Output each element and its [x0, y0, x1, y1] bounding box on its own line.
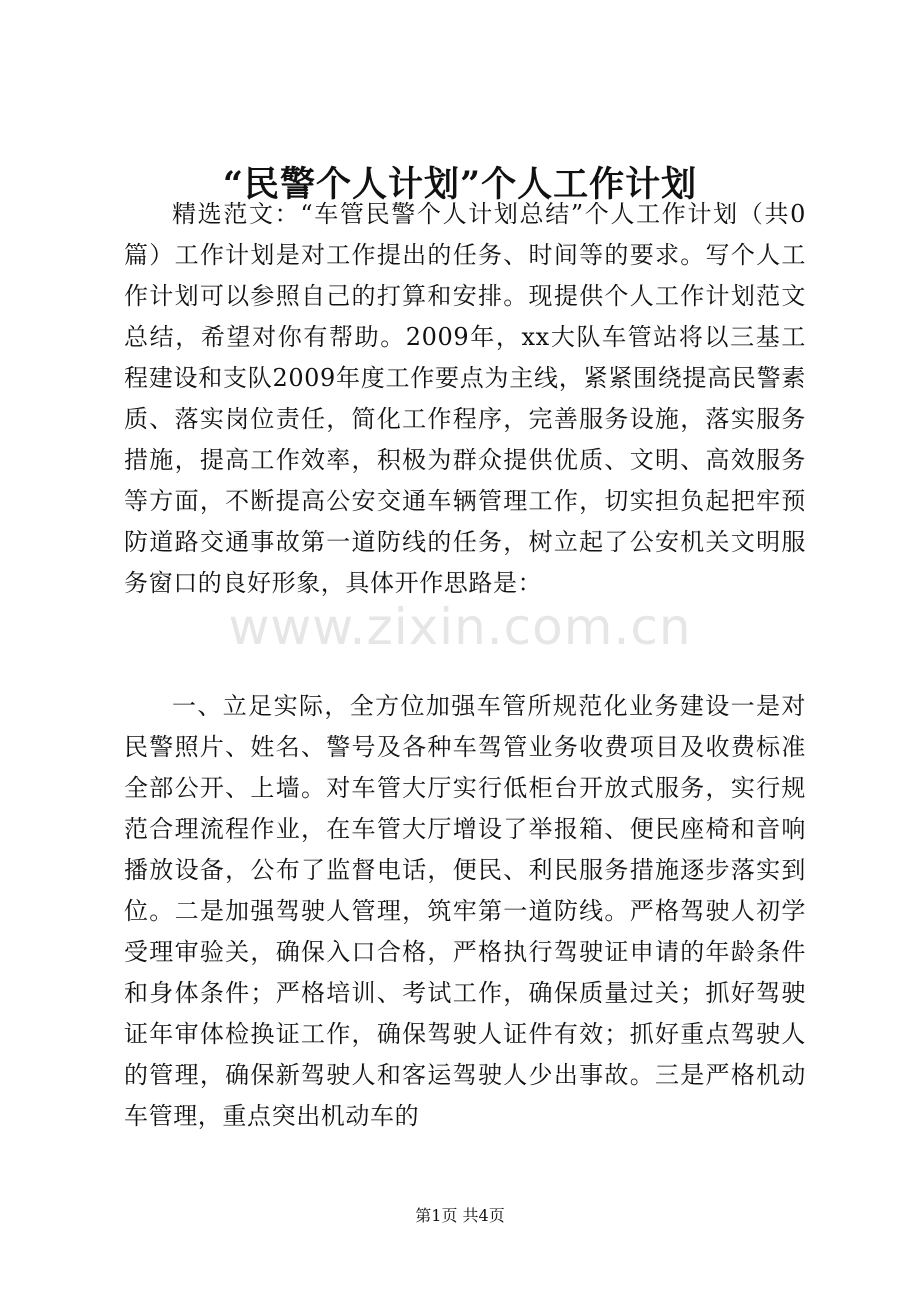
watermark: www.zixin.com.cn	[228, 598, 692, 656]
paragraph-intro: 精选范文：“车管民警个人计划总结”个人工作计划（共0篇）工作计划是对工作提出的任务、时间等的要求。写个人工作计划可以参照自己的打算和安排。现提供个人工作计划范文总结，希望对你有帮助。2009年，xx大队车管站将以三基工程建设和支队2009年度工作要点为主线，紧紧围绕提高民警素质、落实岗位责任，简化工作程序，完善服务设施，落实服务措施，提高工作效率，积极为群众提供优质、文明、高效服务等方面，不断提高公安交通车辆管理工作，切实担负起把牢预防道路交通事故第一道防线的任务，树立起了公安机关文明服务窗口的良好形象，具体开作思路是：	[124, 200, 806, 597]
document-title: “民警个人计划”个人工作计划	[222, 164, 698, 205]
paragraph-section-one: 一、立足实际，全方位加强车管所规范化业务建设一是对民警照片、姓名、警号及各种车驾管业务收费项目及收费标准全部公开、上墙。对车管大厅实行低柜台开放式服务，实行规范合理流程作业，在车管大厅增设了举报箱、便民座椅和音响播放设备，公布了监督电话，便民、利民服务措施逐步落实到位。二是加强驾驶人管理，筑牢第一道防线。严格驾驶人初学受理审验关，确保入口合格，严格执行驾驶证申请的年龄条件和身体条件；严格培训、考试工作，确保质量过关；抓好驾驶证年审体检换证工作，确保驾驶人证件有效；抓好重点驾驶人的管理，确保新驾驶人和客运驾驶人少出事故。三是严格机动车管理，重点突出机动车的	[124, 692, 806, 1130]
page-footer: 第1页 共4页	[415, 1206, 505, 1225]
